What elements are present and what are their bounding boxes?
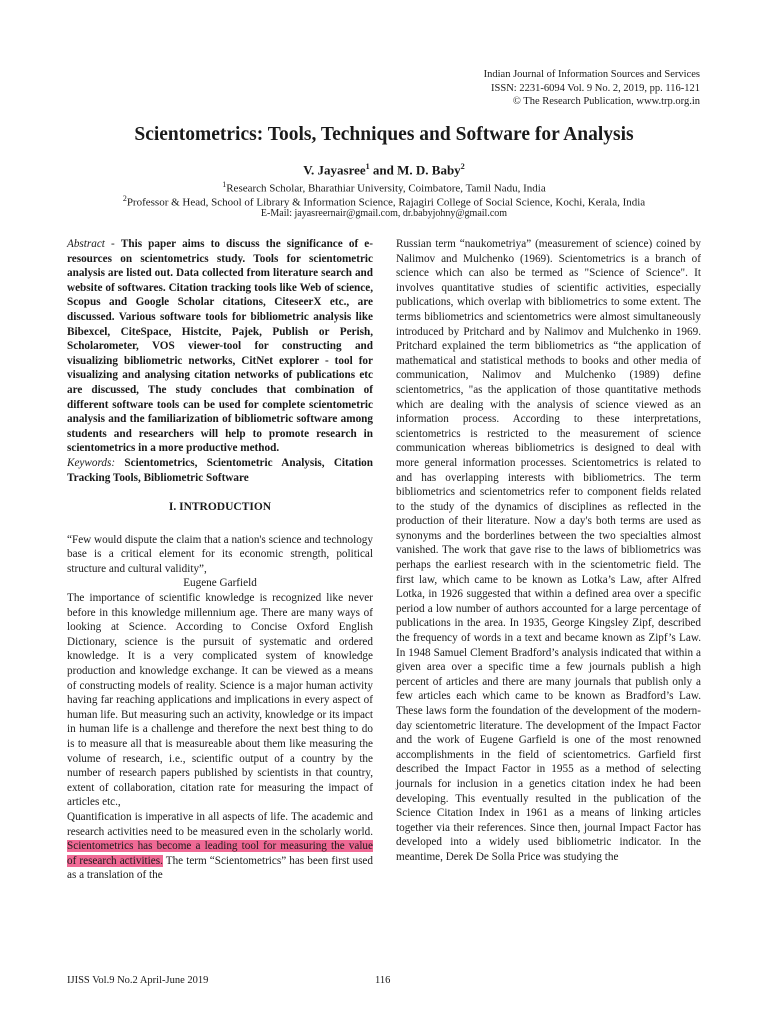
abstract-lead: Abstract - xyxy=(67,238,121,250)
affiliation-1 xyxy=(0,180,768,195)
affiliation-2 xyxy=(0,194,768,209)
affiliation-2-text: Professor & Head, School of Library & Information Science, Rajagiri College of Social Science, Kochi, Kerala, India xyxy=(126,196,646,209)
abstract-text: This paper aims to discuss the significance of e-resources on scientometrics study. Tools for scientometric analysis are listed out. Data collected from literature search and website of softwares. Citation tracking tools like Web of science, Scopus and Google Scholar citations, CiteseerX etc., are discussed. Various software tools for bibliometric analysis like Bibexcel, CiteSpace, Histcite, Pajek, Publish or Perish, Scholarometer, VOS viewer-tool for constructing and visualizing bibliometric networks, CitNet explorer - tool for visualizing and analysing citation networks of publications etc are discussed, The study concludes that combination of different software tools can be used for complete scientometric analysis and the familiarization of bibliometric software among students and researchers will help to promote research in scientometrics in a more productive method. xyxy=(67,238,373,455)
author-2-sup: 2 xyxy=(460,162,465,171)
author-2: M. D. Baby xyxy=(397,162,461,178)
author-line xyxy=(0,162,768,178)
intro-paragraph-2 xyxy=(67,810,373,883)
intro-paragraph-2-end: The term “Scientometrics” has been first used as a translation of the xyxy=(67,854,373,882)
affiliation-1-sup: 1 xyxy=(222,180,227,189)
journal-publisher: © The Research Publication, www.trp.org.in xyxy=(512,96,700,107)
author-and: and xyxy=(369,162,398,178)
left-column xyxy=(67,237,373,883)
keywords-lead: Keywords: xyxy=(67,456,116,469)
highlighted-sentence: Scientometrics has become a leading tool for measuring the value of research activities. xyxy=(67,840,373,867)
journal-issn: ISSN: 2231-6094 Vol. 9 No. 2, 2019, pp. 116-121 xyxy=(491,82,700,94)
abstract xyxy=(67,237,373,456)
intro-paragraph-1: The importance of scientific knowledge is recognized like never before in this knowledge millennium age. There are many ways of looking at Science. According to Concise Oxford English Dictionary, science is the pursuit of systematic and ordered knowledge. It is a very complicated system of knowledge production and knowledge exchange. It can be viewed as a means of constructing models of reality. Science is a major human activity having far reaching applications and implications in every aspect of human life. But measuring such an activity, knowledge or its impact in human life is a challenge and therefore the next best thing to do is to measure all that is measureable about them like measuring the volume of research, i.e., scientific output of a country by the number of research papers published by scientists in that country, extent of collaboration, citation rate for measuring the impact of articles etc., xyxy=(67,592,373,809)
keywords-text: Scientometrics, Scientometric Analysis, Citation Tracking Tools, Bibliometric Software xyxy=(67,456,373,484)
affiliation-1-text: Research Scholar, Bharathiar University, Coimbatore, Tamil Nadu, India xyxy=(226,182,546,195)
right-column xyxy=(396,237,701,865)
journal-name: Indian Journal of Information Sources and Services xyxy=(483,69,700,80)
page-number: 116 xyxy=(375,975,391,986)
keywords xyxy=(67,456,373,485)
epigraph-quote: “Few would dispute the claim that a nation's science and technology base is a critical element for its economic strength, political structure and cultural validity”, xyxy=(67,533,373,575)
paper-title: Scientometrics: Tools, Techniques and Software for Analysis xyxy=(134,124,634,145)
footer-citation: IJISS Vol.9 No.2 April-June 2019 xyxy=(67,975,209,986)
intro-paragraph-2-start: Quantification is imperative in all aspects of life. The academic and research activities need to be measured even in the scholarly world. xyxy=(67,810,373,838)
author-emails: E-Mail: jayasreernair@gmail.com, dr.babyjohny@gmail.com xyxy=(260,208,508,219)
author-1-sup: 1 xyxy=(365,162,370,171)
affiliation-2-sup: 2 xyxy=(122,194,127,203)
section-heading-introduction: I. INTRODUCTION xyxy=(168,501,272,514)
author-1: V. Jayasree xyxy=(303,162,366,178)
journal-header xyxy=(484,68,700,109)
right-column-paragraph: Russian term “naukometriya” (measurement of science) coined by Nalimov and Mulchenko (1969). Scientometrics is a branch of science which can also be termed as "Science of Science". It involves quantitative studies of scientific activities, especially publications, which overlap with bibliometrics to some extent. The terms bibliometrics and scientometrics were almost simultaneously introduced by Pritchard and by Nalimov and Mulchenko in 1969. Pritchard explained the term bibliometrics as “the application of mathematical and statistical methods to books and other media of communication, Nalimov and Mulchenko (1989) define scientometrics, "as the application of those quantitative methods which are dealing with the analysis of science viewed as an information process. According to these interpretations, scientometrics is restricted to the measurement of science communication whereas bibliometrics is designed to deal with more general information processes. Scientometrics is related to and has overlapping interests with bibliometrics. The term bibliometrics and scientometrics refer to component fields related to the study of the dynamics of disciplines as reflected in the production of their literature. Now a day's both terms are used as synonyms and the borderlines between the two specialties almost vanished. The work that gave rise to the laws of bibliometrics was perhaps the earliest research with in the scientometric field. The first law, which came to be known as Lotka’s Law, after Alfred Lotka, in 1926 suggested that within a defined area over a specific period a low number of authors accounted for a large percentage of publications in the area. In 1935, George Kingsley Zipf, described the frequency of words in a text and became known as Zipf’s Law. In 1948 Samuel Clement Bradford’s analysis indicated that within a given area over a specific time a few journals publish a high percent of articles and there are many journals that publish only a few articles each which came to be known as Bradford’s Law. These laws form the foundation of the development of the modern-day scientometric literature. The development of the Impact Factor and the work of Eugene Garfield is one of the most renowned accomplishments in the field of scientometrics. Garfield first described the Impact Factor in 1955 as a method of selecting journals for inclusion in a genetics citation index he had been developing. This eventually resulted in the publication of the Science Citation Index in 1961 as a means of linking articles together via their references. Since then, journal Impact Factor has developed into a widely used bibliometric indicator. In the meantime, Derek De Solla Price was studying the xyxy=(396,238,701,863)
epigraph-author: Eugene Garfield xyxy=(183,577,257,590)
